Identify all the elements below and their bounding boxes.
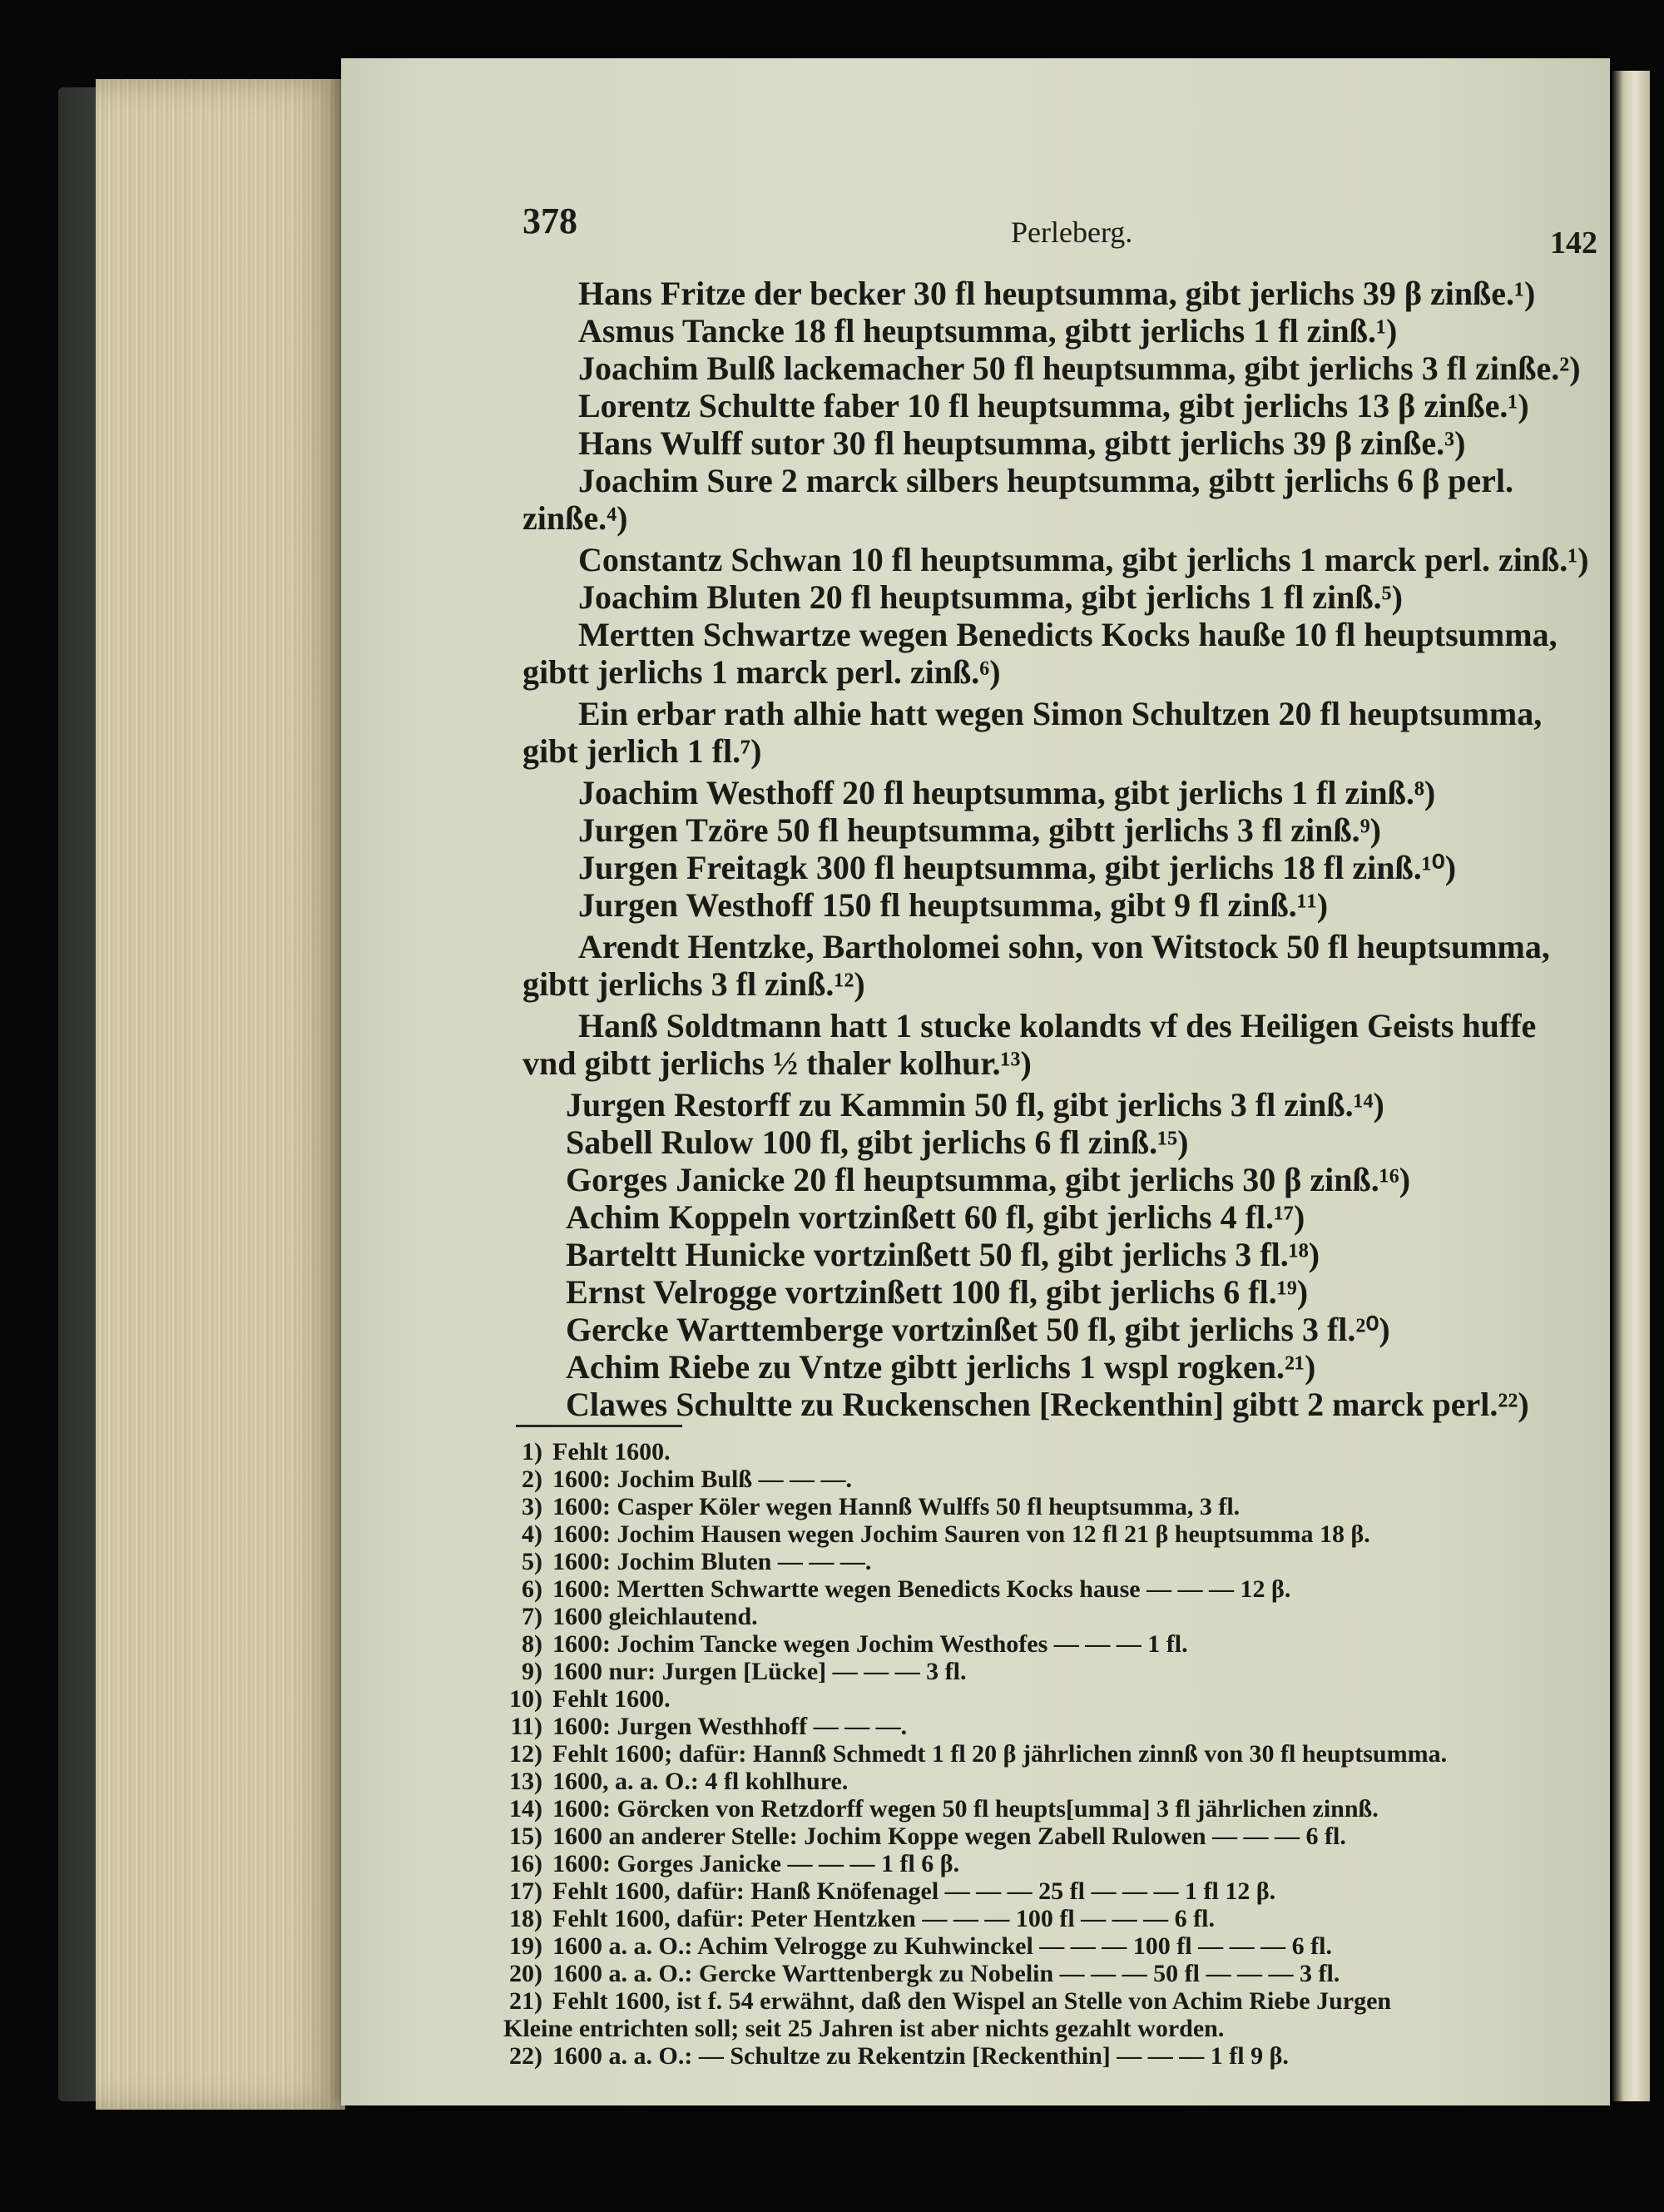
footnote (491, 1493, 1240, 1520)
footnote-number: 14) (509, 1795, 542, 1823)
footnote (491, 1823, 1346, 1850)
footnote (491, 1520, 1370, 1548)
footnote-number: 19) (509, 1932, 542, 1960)
entry-line: gibtt jerlichs 3 fl zinß.¹²) (522, 965, 865, 1003)
footnote (491, 1466, 852, 1493)
footnote (503, 2015, 1224, 2042)
page-stack-edge (96, 79, 345, 2110)
entry-line: Sabell Rulow 100 fl, gibt jerlichs 6 fl zinß.¹⁵) (566, 1123, 1189, 1161)
entry-line: Joachim Sure 2 marck silbers heuptsumma, gibtt jerlichs 6 β perl. (578, 462, 1514, 499)
entry-line: Mertten Schwartze wegen Benedicts Kocks hauße 10 fl heuptsumma, (578, 616, 1558, 653)
entry-line: vnd gibtt jerlichs ½ thaler kolhur.¹³) (522, 1044, 1032, 1082)
entry-line: Joachim Bulß lackemacher 50 fl heuptsumma, gibt jerlichs 3 fl zinße.²) (578, 350, 1581, 387)
footnote (491, 1713, 907, 1740)
footnote-text: 1600: Görcken von Retzdorff wegen 50 fl heupts[umma] 3 fl jährlichen zinnß. (552, 1795, 1379, 1823)
footnote (491, 1850, 959, 1877)
footnote (491, 1987, 1391, 2015)
entry-line: Achim Riebe zu Vntze gibtt jerlichs 1 wspl rogken.²¹) (566, 1348, 1316, 1386)
footnote-text: Fehlt 1600; dafür: Hannß Schmedt 1 fl 20 β jährlichen zinnß von 30 fl heuptsumma. (552, 1740, 1448, 1768)
footnote-text: 1600 a. a. O.: Gercke Warttenbergk zu Nobelin — — — 50 fl — — — 3 fl. (552, 1960, 1340, 1987)
footnote-text: Kleine entrichten soll; seit 25 Jahren ist aber nichts gezahlt worden. (503, 2015, 1225, 2042)
footnote-text: 1600: Mertten Schwartte wegen Benedicts Kocks hause — — — 12 β. (552, 1575, 1291, 1603)
footnote-number: 3) (522, 1493, 542, 1520)
footnote-separator (516, 1425, 682, 1427)
footnote-number: 1) (522, 1438, 542, 1466)
footnote-text: Fehlt 1600, dafür: Hanß Knöfenagel — — — 25 fl — — — 1 fl 12 β. (552, 1877, 1276, 1905)
entry-line: Hans Wulff sutor 30 fl heuptsumma, gibtt jerlichs 39 β zinße.³) (578, 424, 1466, 462)
running-title: Perleberg. (1011, 216, 1133, 249)
footnote (491, 1905, 1215, 1932)
entry-line: Gorges Janicke 20 fl heuptsumma, gibt jerlichs 30 β zinß.¹⁶) (566, 1161, 1411, 1198)
footnote-number: 8) (522, 1630, 542, 1658)
entry-line: Constantz Schwan 10 fl heuptsumma, gibt jerlichs 1 marck perl. zinß.¹) (578, 541, 1589, 578)
footnote-number: 4) (522, 1520, 542, 1548)
footnote (491, 1630, 1188, 1658)
entry-line: Achim Koppeln vortzinßett 60 fl, gibt jerlichs 4 fl.¹⁷) (566, 1198, 1305, 1236)
footnote-number: 22) (509, 2042, 542, 2070)
entry-line: Joachim Bluten 20 fl heuptsumma, gibt jerlichs 1 fl zinß.⁵) (578, 578, 1403, 616)
entry-line: Arendt Hentzke, Bartholomei sohn, von Witstock 50 fl heuptsumma, (578, 928, 1550, 965)
page-number: 378 (522, 201, 577, 241)
footnote-text: 1600 an anderer Stelle: Jochim Koppe wegen Zabell Rulowen — — — 6 fl. (552, 1823, 1346, 1850)
footnote-text: 1600: Jochim Bluten — — —. (552, 1548, 872, 1575)
footnote (491, 1575, 1290, 1603)
entry-line: Ernst Velrogge vortzinßett 100 fl, gibt jerlichs 6 fl.¹⁹) (566, 1273, 1309, 1311)
footnote (491, 1740, 1447, 1768)
entry-line: zinße.⁴) (522, 499, 628, 537)
footnote-number: 13) (509, 1768, 542, 1795)
footnote-text: 1600: Jochim Bulß — — —. (552, 1466, 853, 1493)
footnote-number: 21) (509, 1987, 542, 2015)
footnote-number: 16) (509, 1850, 542, 1877)
entry-line: gibtt jerlichs 1 marck perl. zinß.⁶) (522, 653, 1001, 691)
footnote-number: 2) (522, 1466, 542, 1493)
footnote-number: 9) (522, 1658, 542, 1685)
footnote-text: 1600, a. a. O.: 4 fl kohlhure. (552, 1768, 849, 1795)
footnote (491, 1548, 871, 1575)
footnote-text: 1600 a. a. O.: — Schultze zu Rekentzin [Reckenthin] — — — 1 fl 9 β. (552, 2042, 1289, 2070)
footnote-text: 1600: Casper Köler wegen Hannß Wulffs 50 fl heuptsumma, 3 fl. (552, 1493, 1241, 1520)
entry-line: Ein erbar rath alhie hatt wegen Simon Schultzen 20 fl heuptsumma, (578, 695, 1543, 732)
footnote-text: 1600: Gorges Janicke — — — 1 fl 6 β. (552, 1850, 960, 1877)
footnote (491, 2042, 1289, 2070)
footnote-number: 12) (509, 1740, 542, 1768)
footnote-number: 5) (522, 1548, 542, 1575)
entry-line: Hans Fritze der becker 30 fl heuptsumma, gibt jerlichs 39 β zinße.¹) (578, 275, 1536, 312)
footnote-text: Fehlt 1600, dafür: Peter Hentzken — — — 100 fl — — — 6 fl. (552, 1905, 1216, 1932)
entry-line: Jurgen Restorff zu Kammin 50 fl, gibt jerlichs 3 fl zinß.¹⁴) (566, 1086, 1384, 1123)
footnote-text: Fehlt 1600. (552, 1685, 671, 1713)
footnote-number: 10) (509, 1685, 542, 1713)
footnote-number: 18) (509, 1905, 542, 1932)
entry-line: Jurgen Tzöre 50 fl heuptsumma, gibtt jerlichs 3 fl zinß.⁹) (578, 811, 1381, 849)
footnote-text: Fehlt 1600, ist f. 54 erwähnt, daß den Wispel an Stelle von Achim Riebe Jurgen (552, 1987, 1392, 2015)
entry-line: gibt jerlich 1 fl.⁷) (522, 732, 762, 770)
footnote-text: Fehlt 1600. (552, 1438, 671, 1466)
footnote-text: 1600 nur: Jurgen [Lücke] — — — 3 fl. (552, 1658, 967, 1685)
entry-line: Gercke Warttemberge vortzinßet 50 fl, gibt jerlichs 3 fl.²⁰) (566, 1311, 1390, 1348)
entry-line: Clawes Schultte zu Ruckenschen [Reckenthin] gibtt 2 marck perl.²²) (566, 1386, 1529, 1423)
footnote-number: 11) (510, 1713, 542, 1740)
entry-line: Asmus Tancke 18 fl heuptsumma, gibtt jerlichs 1 fl zinß.¹) (578, 312, 1398, 350)
footnote-text: 1600: Jochim Tancke wegen Jochim Westhofes — — — 1 fl. (552, 1630, 1188, 1658)
footnote (491, 1795, 1379, 1823)
entry-line: Jurgen Freitagk 300 fl heuptsumma, gibt jerlichs 18 fl zinß.¹⁰) (578, 849, 1457, 886)
footnote-number: 15) (509, 1823, 542, 1850)
footnote (491, 1603, 758, 1630)
footnote-number: 17) (509, 1877, 542, 1905)
footnote-number: 6) (522, 1575, 542, 1603)
folio-number: 142 (1550, 226, 1597, 260)
entry-line: Jurgen Westhoff 150 fl heuptsumma, gibt 9 fl zinß.¹¹) (578, 886, 1329, 924)
footnote (491, 1960, 1340, 1987)
footnote (491, 1658, 967, 1685)
footnote (491, 1932, 1332, 1960)
entry-line: Hanß Soldtmann hatt 1 stucke kolandts vf des Heiligen Geists huffe (578, 1007, 1537, 1044)
footnote-text: 1600 gleichlautend. (552, 1603, 758, 1630)
entry-line: Joachim Westhoff 20 fl heuptsumma, gibt jerlichs 1 fl zinß.⁸) (578, 774, 1436, 811)
footnote-number: 7) (522, 1603, 542, 1630)
facing-page-edge (1612, 71, 1650, 2101)
footnote (491, 1438, 671, 1466)
footnote (491, 1877, 1275, 1905)
footnote-text: 1600: Jochim Hausen wegen Jochim Sauren von 12 fl 21 β heuptsumma 18 β. (552, 1520, 1370, 1548)
footnote-number: 20) (509, 1960, 542, 1987)
footnote (491, 1685, 671, 1713)
footnote-text: 1600: Jurgen Westhhoff — — —. (552, 1713, 908, 1740)
footnote (491, 1768, 848, 1795)
entry-line: Lorentz Schultte faber 10 fl heuptsumma, gibt jerlichs 13 β zinße.¹) (578, 387, 1529, 424)
footnote-text: 1600 a. a. O.: Achim Velrogge zu Kuhwinckel — — — 100 fl — — — 6 fl. (552, 1932, 1332, 1960)
entry-line: Barteltt Hunicke vortzinßett 50 fl, gibt jerlichs 3 fl.¹⁸) (566, 1236, 1320, 1273)
